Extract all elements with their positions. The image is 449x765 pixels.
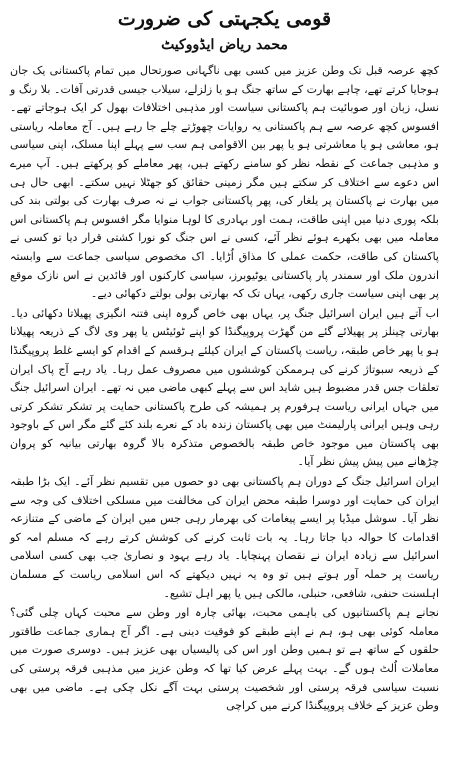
article-paragraph: نجانے ہم پاکستانیوں کی باہمی محبت، بھائی چارہ اور وطن سے محبت کہاں چلی گئی؟ معاملہ کوئی بھی ہو، ہم نے اپنے طبقے کو فوقیت دینی ہے۔ اگر آج ہماری جماعت طاقتور حلقوں کے ساتھ ہے تو ہمیں وطن اور اس کی پالیسیاں بھی عزیز ہیں۔ دوسری صورت میں معاملات اُلٹ ہوں گے۔ بہت پہلے عرض کیا تھا کہ وطن عزیز میں مذہبی فرقہ پرستی کی نسبت سیاسی فرقہ پرستی اور شخصیت پرستی بہت آگے نکل چکی ہے۔ ماضی میں بھی وطن عزیز کے خلاف پروپیگنڈا کرنے میں کراچی <box>10 606 439 713</box>
article-author: محمد ریاض ایڈووکیٹ <box>161 37 288 53</box>
article-body <box>10 62 439 716</box>
article-title: قومی یکجہتی کی ضرورت <box>117 8 332 30</box>
article-paragraph: اب آتے ہیں ایران اسرائیل جنگ پر، یہاں بھی خاص گروہ اپنی فتنہ انگیزی پھیلاتا دکھائی دیا۔ بھارتی چینلز پر پھیلائے گئے من گھڑت پروپیگنڈا کو اپنے ٹوئیٹس یا پھر وی لاگ کے ذریعہ پھیلانا ہو یا پھر خاص طبقہ، ریاست پاکستان کے ایران کیلئے ہرقسم کے اقدام کو ایسے غلط پروپیگنڈا کے ذریعہ سبوتاژ کرنے کی ہرممکن کوششوں میں مصروف عمل رہا۔ یاد رہے آج پاک ایران تعلقات جس قدر مضبوط ہیں شاید اس سے پہلے کبھی ماضی میں نہ تھے۔ ایران اسرائیل جنگ میں جہاں ایرانی ریاست ہرفورم پر ہمیشہ کی طرح پاکستانی حمایت پر تشکر تشکر کرتی رہی وہیں ایرانی پارلیمنٹ میں بھی پاکستان زندہ باد کے نعرے بلند کئے گئے مگر اس کے باوجود بھی پاکستان میں موجود خاص طبقہ بالخصوص متذکرہ بالا گروہ بھارتی بیانیہ کو پروان چڑھانے میں پیش پیش نظر آیا۔ <box>10 306 439 469</box>
article-paragraph: کچھ عرصہ قبل تک وطن عزیز میں کسی بھی ناگہانی صورتحال میں تمام پاکستانی یک جان ہوجایا کرتے تھے، چاہے بھارت کے ساتھ جنگ ہو یا زلزلے، سیلاب جیسی قدرتی آفات۔ بلا رنگ و نسل، زبان اور صوبائیت ہم پاکستانی سیاست اور مذہبی اختلافات بھول کر ایک ہوجاتے تھے۔ افسوس کچھ عرصہ سے ہم پاکستانی یہ روایات چھوڑتے چلے جا رہے ہیں۔ آج معاملہ ریاستی ہو، معاشی ہو یا معاشرتی ہو یا پھر بین الاقوامی ہم سب سے پہلے اپنا مسلک، اپنی سیاسی و مذہبی جماعت کے نقطہ نظر کو سامنے رکھتے ہیں، پھر معاملے کو پرکھتے ہیں۔ آپ میرے اس دعوے سے اختلاف کر سکتے ہیں مگر زمینی حقائق کو جھٹلا نہیں سکتے۔ ابھی حال ہی میں بھارت نے پاکستان پر یلغار کی، پھر پاکستانی جواب نے نہ صرف بھارت کی بولتی بند کی بلکہ پوری دنیا میں اپنی طاقت، ہمت اور بہادری کا لوہا منوایا مگر افسوس ہم پاکستانی اس معاملہ میں بھی بکھرے ہوئے نظر آئے، کسی نے اس جنگ کو نورا کشتی قرار دیا تو کسی نے پاکستان کی طاقت، حکمت عملی کا مذاق اُڑایا۔ اک مخصوص سیاسی جماعت سے وابستہ اندرون ملک اور سمندر پار پاکستانی یوٹیوبرز، سیاسی کارکنوں اور قائدین نے اس نازک موقع پر بھی اپنی سیاست جاری رکھی، یہاں تک کہ بھارتی بولی بولتے دکھائی دیے۔ <box>10 64 439 301</box>
article-paragraph: ایران اسرائیل جنگ کے دوران ہم پاکستانی بھی دو حصوں میں تقسیم نظر آئے۔ ایک بڑا طبقہ ایران کی حمایت اور دوسرا طبقہ محض ایران کی مخالفت میں مسلکی اختلاف کی وجہ سے نظر آیا۔ سوشل میڈیا پر ایسے پیغامات کی بھرمار رہی جس میں ایران کے ماضی کے متنازعہ اقدامات کا حوالہ دیا جاتا رہا۔ یہ بات ثابت کرنے کی کوشش کرتے رہے کہ مسلم امہ کو اسرائیل سے زیادہ ایران نے نقصان پہنچایا۔ یاد رہے یہود و نصاریٰ جب بھی کسی اسلامی ریاست پر حملہ آور ہوتے ہیں تو وہ یہ نہیں دیکھتے کہ اس اسلامی ریاست کے مسلمان اہلسنت حنفی، شافعی، حنبلی، مالکی ہیں یا پھر اہل تشیع۔ <box>10 475 439 600</box>
